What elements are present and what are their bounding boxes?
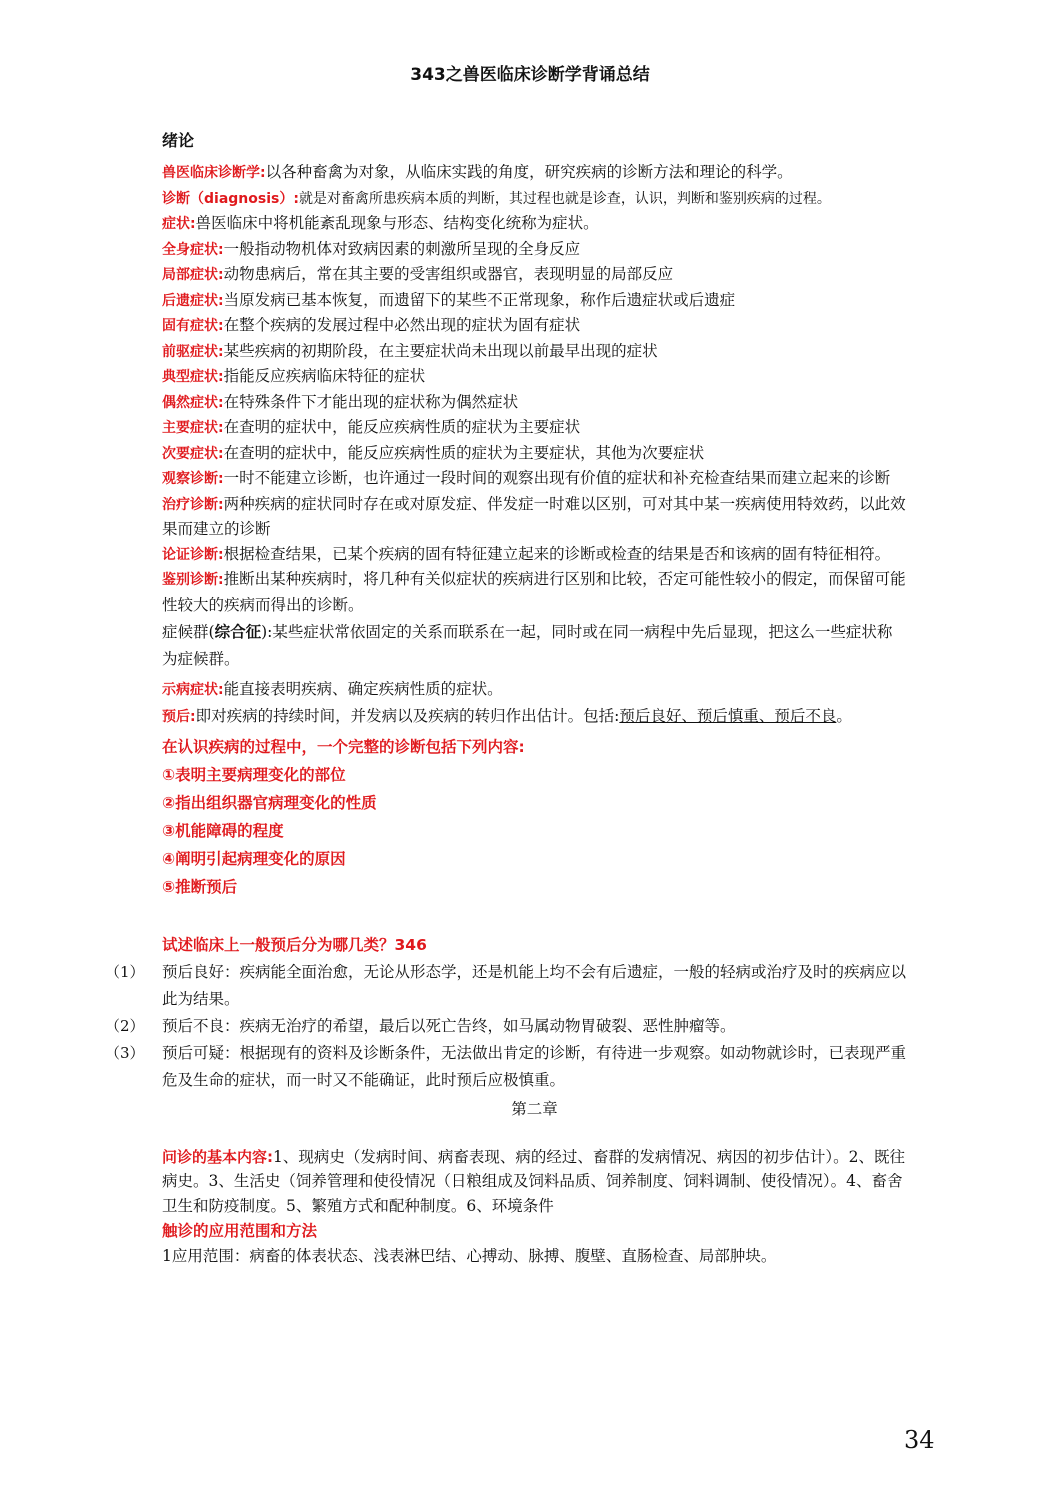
definition-item: [162, 339, 907, 365]
diagnosis-heading: 在认识疾病的过程中，一个完整的诊断包括下列内容:: [162, 737, 525, 756]
term-label: 主要症状:: [162, 420, 224, 436]
definition-item: [162, 237, 907, 263]
prognosis-type-item: [105, 1040, 907, 1094]
definition-text: 某些疾病的初期阶段，在主要症状尚未出现以前最早出现的症状: [223, 341, 658, 360]
term-label: 示病症状:: [162, 682, 224, 698]
term-label: 局部症状:: [162, 267, 224, 283]
prognosis-end: 。: [836, 706, 852, 725]
chapter-heading: 第二章: [511, 1099, 558, 1118]
content-body: [105, 128, 907, 1269]
prognosis-underlined: 预后良好、预后慎重、预后不良: [619, 706, 837, 725]
term-label: 偶然症状:: [162, 394, 224, 411]
definition-text: 以各种畜禽为对象，从临床实践的角度，研究疾病的诊断方法和理论的科学。: [265, 163, 793, 181]
item-number: （2）: [105, 1016, 145, 1035]
diagnosis-item: ①表明主要病理变化的部位: [162, 765, 346, 784]
palpation-text: 1应用范围：病畜的体表状态、浅表淋巴结、心搏动、脉搏、腹壁、直肠检查、局部肿块。: [162, 1247, 777, 1265]
term-label: 后遗症状:: [162, 292, 224, 309]
definition-item: [162, 186, 907, 212]
term-label: 治疗诊断:: [162, 496, 224, 513]
term-label: 诊断（diagnosis）:: [162, 190, 299, 207]
term-label: 前驱症状:: [162, 343, 224, 360]
term-label: 固有症状:: [162, 318, 224, 334]
term-label: 兽医临床诊断学:: [162, 165, 266, 181]
term-label: 次要症状:: [162, 445, 224, 462]
page-number: 34: [904, 1426, 935, 1454]
item-text: 预后不良：疾病无治疗的希望，最后以死亡告终，如马属动物胃破裂、恶性肿瘤等。: [162, 1016, 736, 1035]
definition-text: 两种疾病的症状同时存在或对原发症、伴发症一时难以区别，可对其中某一疾病使用特效药，以此效果而建立的诊断: [162, 494, 906, 538]
prognosis-type-item: [105, 959, 907, 1013]
definition-item: [162, 415, 907, 441]
term-label: 全身症状:: [162, 241, 224, 258]
term-label: 观察诊断:: [162, 471, 224, 487]
prognosis-definition: [162, 703, 907, 731]
definition-text: 在查明的症状中，能反应疾病性质的症状为主要症状: [223, 418, 581, 436]
item-text: 预后可疑：根据现有的资料及诊断条件，无法做出肯定的诊断，有待进一步观察。如动物就诊时，已表现严重危及生命的症状，而一时又不能确证，此时预后应极慎重。: [162, 1043, 907, 1089]
term-label: 典型症状:: [162, 369, 224, 385]
question-heading: 试述临床上一般预后分为哪几类？346: [162, 935, 427, 954]
item-number: （3）: [105, 1043, 145, 1062]
definition-text: 在特殊条件下才能出现的症状称为偶然症状: [223, 392, 519, 411]
page-title: 343之兽医临床诊断学背诵总结: [410, 65, 650, 85]
diagnosis-item: ③机能障碍的程度: [162, 821, 284, 840]
definition-text: 在整个疾病的发展过程中必然出现的症状为固有症状: [223, 316, 581, 334]
definition-text: 动物患病后，常在其主要的受害组织或器官，表现明显的局部反应: [223, 265, 674, 283]
definition-item: [162, 364, 907, 390]
definition-text: 推断出某种疾病时，将几种有关似症状的疾病进行区别和比较，否定可能性较小的假定，而保留可能性较大的疾病而得出的诊断。: [162, 570, 906, 614]
inquiry-paragraph: [162, 1145, 907, 1219]
definition-item: [162, 542, 907, 568]
definition-text: 一般指动物机体对致病因素的刺激所呈现的全身反应: [223, 239, 581, 258]
section-heading: 绪论: [162, 131, 195, 150]
syndrome-suffix: ):某些症状常依固定的关系而联系在一起，同时或在同一病程中先后显现，把这么一些症状称为症候群。: [162, 623, 893, 668]
prognosis-type-list: [105, 959, 907, 1094]
definition-item: [162, 160, 907, 186]
definition-text: 即对疾病的持续时间，并发病以及疾病的转归作出估计。包括:: [195, 706, 620, 725]
definition-item: [162, 390, 907, 416]
definition-text: 兽医临床中将机能紊乱现象与形态、结构变化统称为症状。: [195, 214, 599, 232]
definition-text: 能直接表明疾病、确定疾病性质的症状。: [223, 680, 503, 698]
definition-item: [162, 441, 907, 467]
definition-item: [162, 567, 907, 617]
term-label: 预后:: [162, 708, 196, 725]
syndrome-prefix: 症候群(: [162, 623, 215, 641]
definition-item: [162, 262, 907, 288]
diagnosis-item: ⑤推断预后: [162, 877, 238, 896]
prognosis-type-item: [105, 1013, 907, 1040]
definition-item: [162, 466, 907, 492]
definition-list: [162, 160, 907, 617]
definition-text: 在查明的症状中，能反应疾病性质的症状为主要症状，其他为次要症状: [223, 443, 705, 462]
definition-item: [162, 211, 907, 237]
definition-text: 就是对畜禽所患疾病本质的判断，其过程也就是诊查，认识，判断和鉴别疾病的过程。: [298, 190, 831, 207]
diagnosis-item: ②指出组织器官病理变化的性质: [162, 793, 377, 812]
term-label: 问诊的基本内容:: [162, 1147, 273, 1166]
diagnosis-list: [162, 761, 907, 901]
item-number: （1）: [105, 962, 145, 981]
term-label: 症状:: [162, 216, 196, 232]
item-text: 预后良好：疾病能全面治愈，无论从形态学，还是机能上均不会有后遗症，一般的轻病或治疗及时的疾病应以此为结果。: [162, 962, 907, 1008]
definition-item: [162, 677, 907, 703]
syndrome-bold: 综合征: [214, 623, 262, 641]
definition-item: [162, 288, 907, 314]
definition-item: [162, 492, 907, 542]
definition-text: 根据检查结果，已某个疾病的固有特征建立起来的诊断或检查的结果是否和该病的固有特征相符。: [223, 544, 891, 563]
definition-list-2: [162, 677, 907, 703]
term-label: 鉴别诊断:: [162, 572, 224, 588]
definition-text: 一时不能建立诊断，也许通过一段时间的观察出现有价值的症状和补充检查结果而建立起来的诊断: [223, 469, 891, 487]
palpation-heading: 触诊的应用范围和方法: [162, 1222, 318, 1240]
definition-text: 当原发病已基本恢复，而遗留下的某些不正常现象，称作后遗症状或后遗症: [223, 290, 736, 309]
definition-text: 指能反应疾病临床特征的症状: [223, 367, 426, 385]
inquiry-text: 1、现病史（发病时间、病畜表现、病的经过、畜群的发病情况、病因的初步估计）。2、既往病史。3、生活史（饲养管理和使役情况（日粮组成及饲料品质、饲养制度、饲料调制、使役情况）。4、畜舍卫生和防疫制度。5、繁殖方式和配种制度。6、环境条件: [162, 1147, 905, 1215]
definition-item: [162, 313, 907, 339]
term-label: 论证诊断:: [162, 546, 224, 563]
diagnosis-item: ④阐明引起病理变化的原因: [162, 849, 346, 868]
syndrome-definition: [162, 619, 907, 673]
